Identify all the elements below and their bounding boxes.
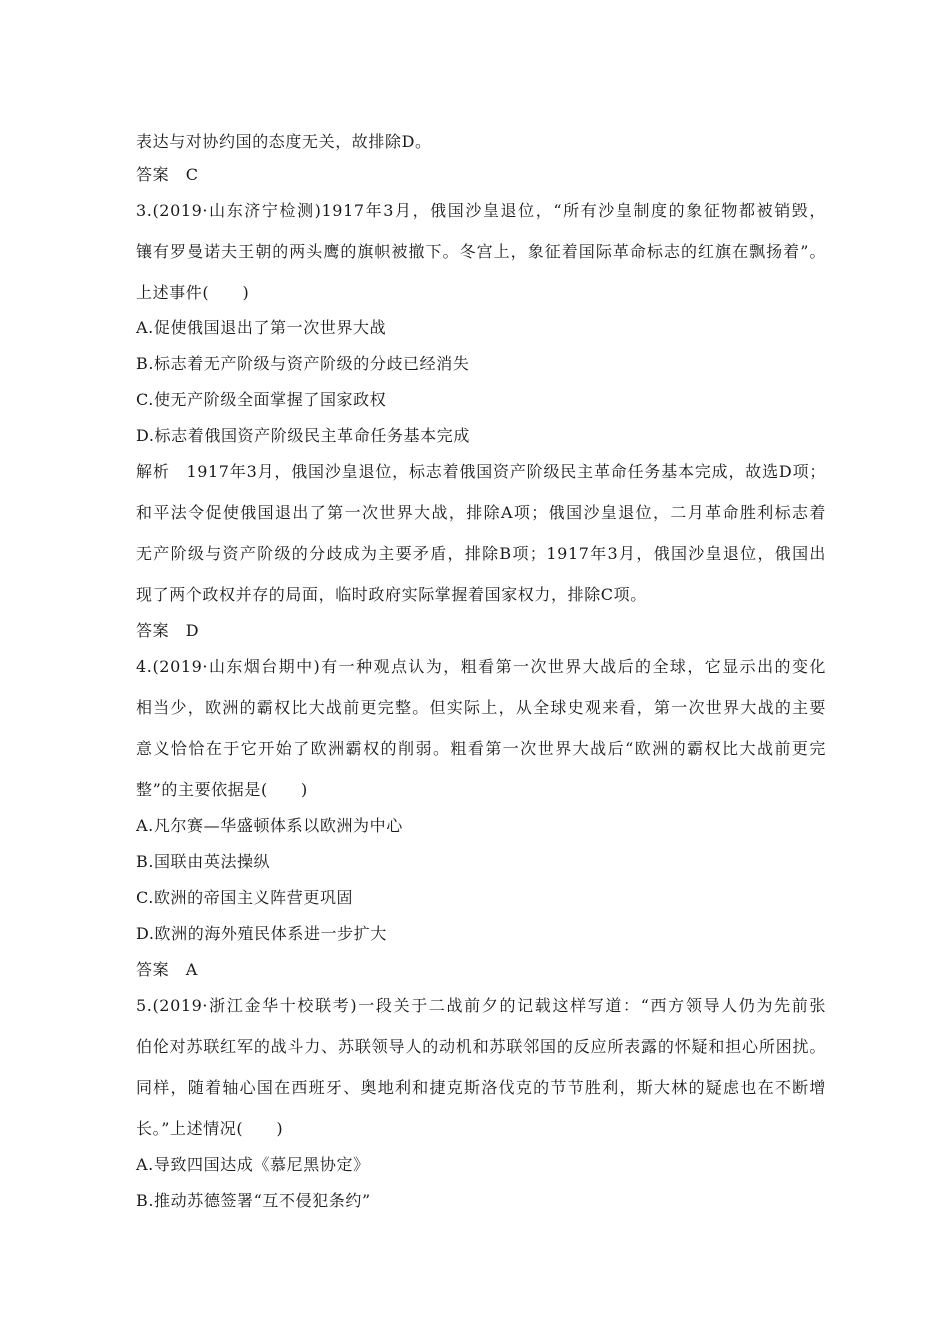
question-5-stem: 伯伦对苏联红军的战斗力、苏联领导人的动机和苏联邻国的反应所表露的怀疑和担心所困扰。 [136,1037,826,1056]
question-4-stem: 4.(2019·山东烟台期中)有一种观点认为，粗看第一次世界大战后的全球，它显示出的变化 [136,657,826,676]
analysis-line: 无产阶级与资产阶级的分歧成为主要矛盾，排除B项；1917年3月，俄国沙皇退位，俄国出 [136,544,826,563]
analysis-line: 解析 1917年3月，俄国沙皇退位，标志着俄国资产阶级民主革命任务基本完成，故选D项； [136,462,826,481]
option-b: B.国联由英法操纵 [136,852,271,871]
question-4-stem: 整”的主要依据是( ) [136,780,308,799]
option-a: A.导致四国达成《慕尼黑协定》 [136,1155,370,1174]
question-5-stem: 同样，随着轴心国在西班牙、奥地利和捷克斯洛伐克的节节胜利，斯大林的疑虑也在不断增 [136,1078,826,1097]
question-3-stem: 3.(2019·山东济宁检测)1917年3月，俄国沙皇退位，“所有沙皇制度的象征物都被销毁， [136,201,826,220]
question-3-stem: 镶有罗曼诺夫王朝的两头鹰的旗帜被撤下。冬宫上，象征着国际革命标志的红旗在飘扬着”。 [136,242,826,261]
question-4-stem: 意义恰恰在于它开始了欧洲霸权的削弱。粗看第一次世界大战后“欧洲的霸权比大战前更完 [136,739,826,758]
answer-line: 答案 C [136,165,199,184]
option-c: C.欧洲的帝国主义阵营更巩固 [136,888,354,907]
question-5-stem: 5.(2019·浙江金华十校联考)一段关于二战前夕的记载这样写道：“西方领导人仍为先前张 [136,996,826,1015]
option-b: B.推动苏德签署“互不侵犯条约” [136,1191,371,1210]
answer-line: 答案 D [136,621,200,640]
option-a: A.凡尔赛—华盛顿体系以欧洲为中心 [136,816,403,835]
analysis-line: 和平法令促使俄国退出了第一次世界大战，排除A项；俄国沙皇退位，二月革命胜利标志着 [136,503,826,522]
option-c: C.使无产阶级全面掌握了国家政权 [136,390,387,409]
option-d: D.标志着俄国资产阶级民主革命任务基本完成 [136,426,470,445]
text-line: 表达与对协约国的态度无关，故排除D。 [136,132,432,151]
question-4-stem: 相当少，欧洲的霸权比大战前更完整。但实际上，从全球史观来看，第一次世界大战的主要 [136,698,826,717]
option-d: D.欧洲的海外殖民体系进一步扩大 [136,924,387,943]
answer-line: 答案 A [136,960,198,979]
analysis-line: 现了两个政权并存的局面，临时政府实际掌握着国家权力，排除C项。 [136,585,647,604]
option-b: B.标志着无产阶级与资产阶级的分歧已经消失 [136,354,470,373]
question-3-stem: 上述事件( ) [136,283,250,302]
question-5-stem: 长。”上述情况( ) [136,1119,284,1138]
option-a: A.促使俄国退出了第一次世界大战 [136,318,387,337]
